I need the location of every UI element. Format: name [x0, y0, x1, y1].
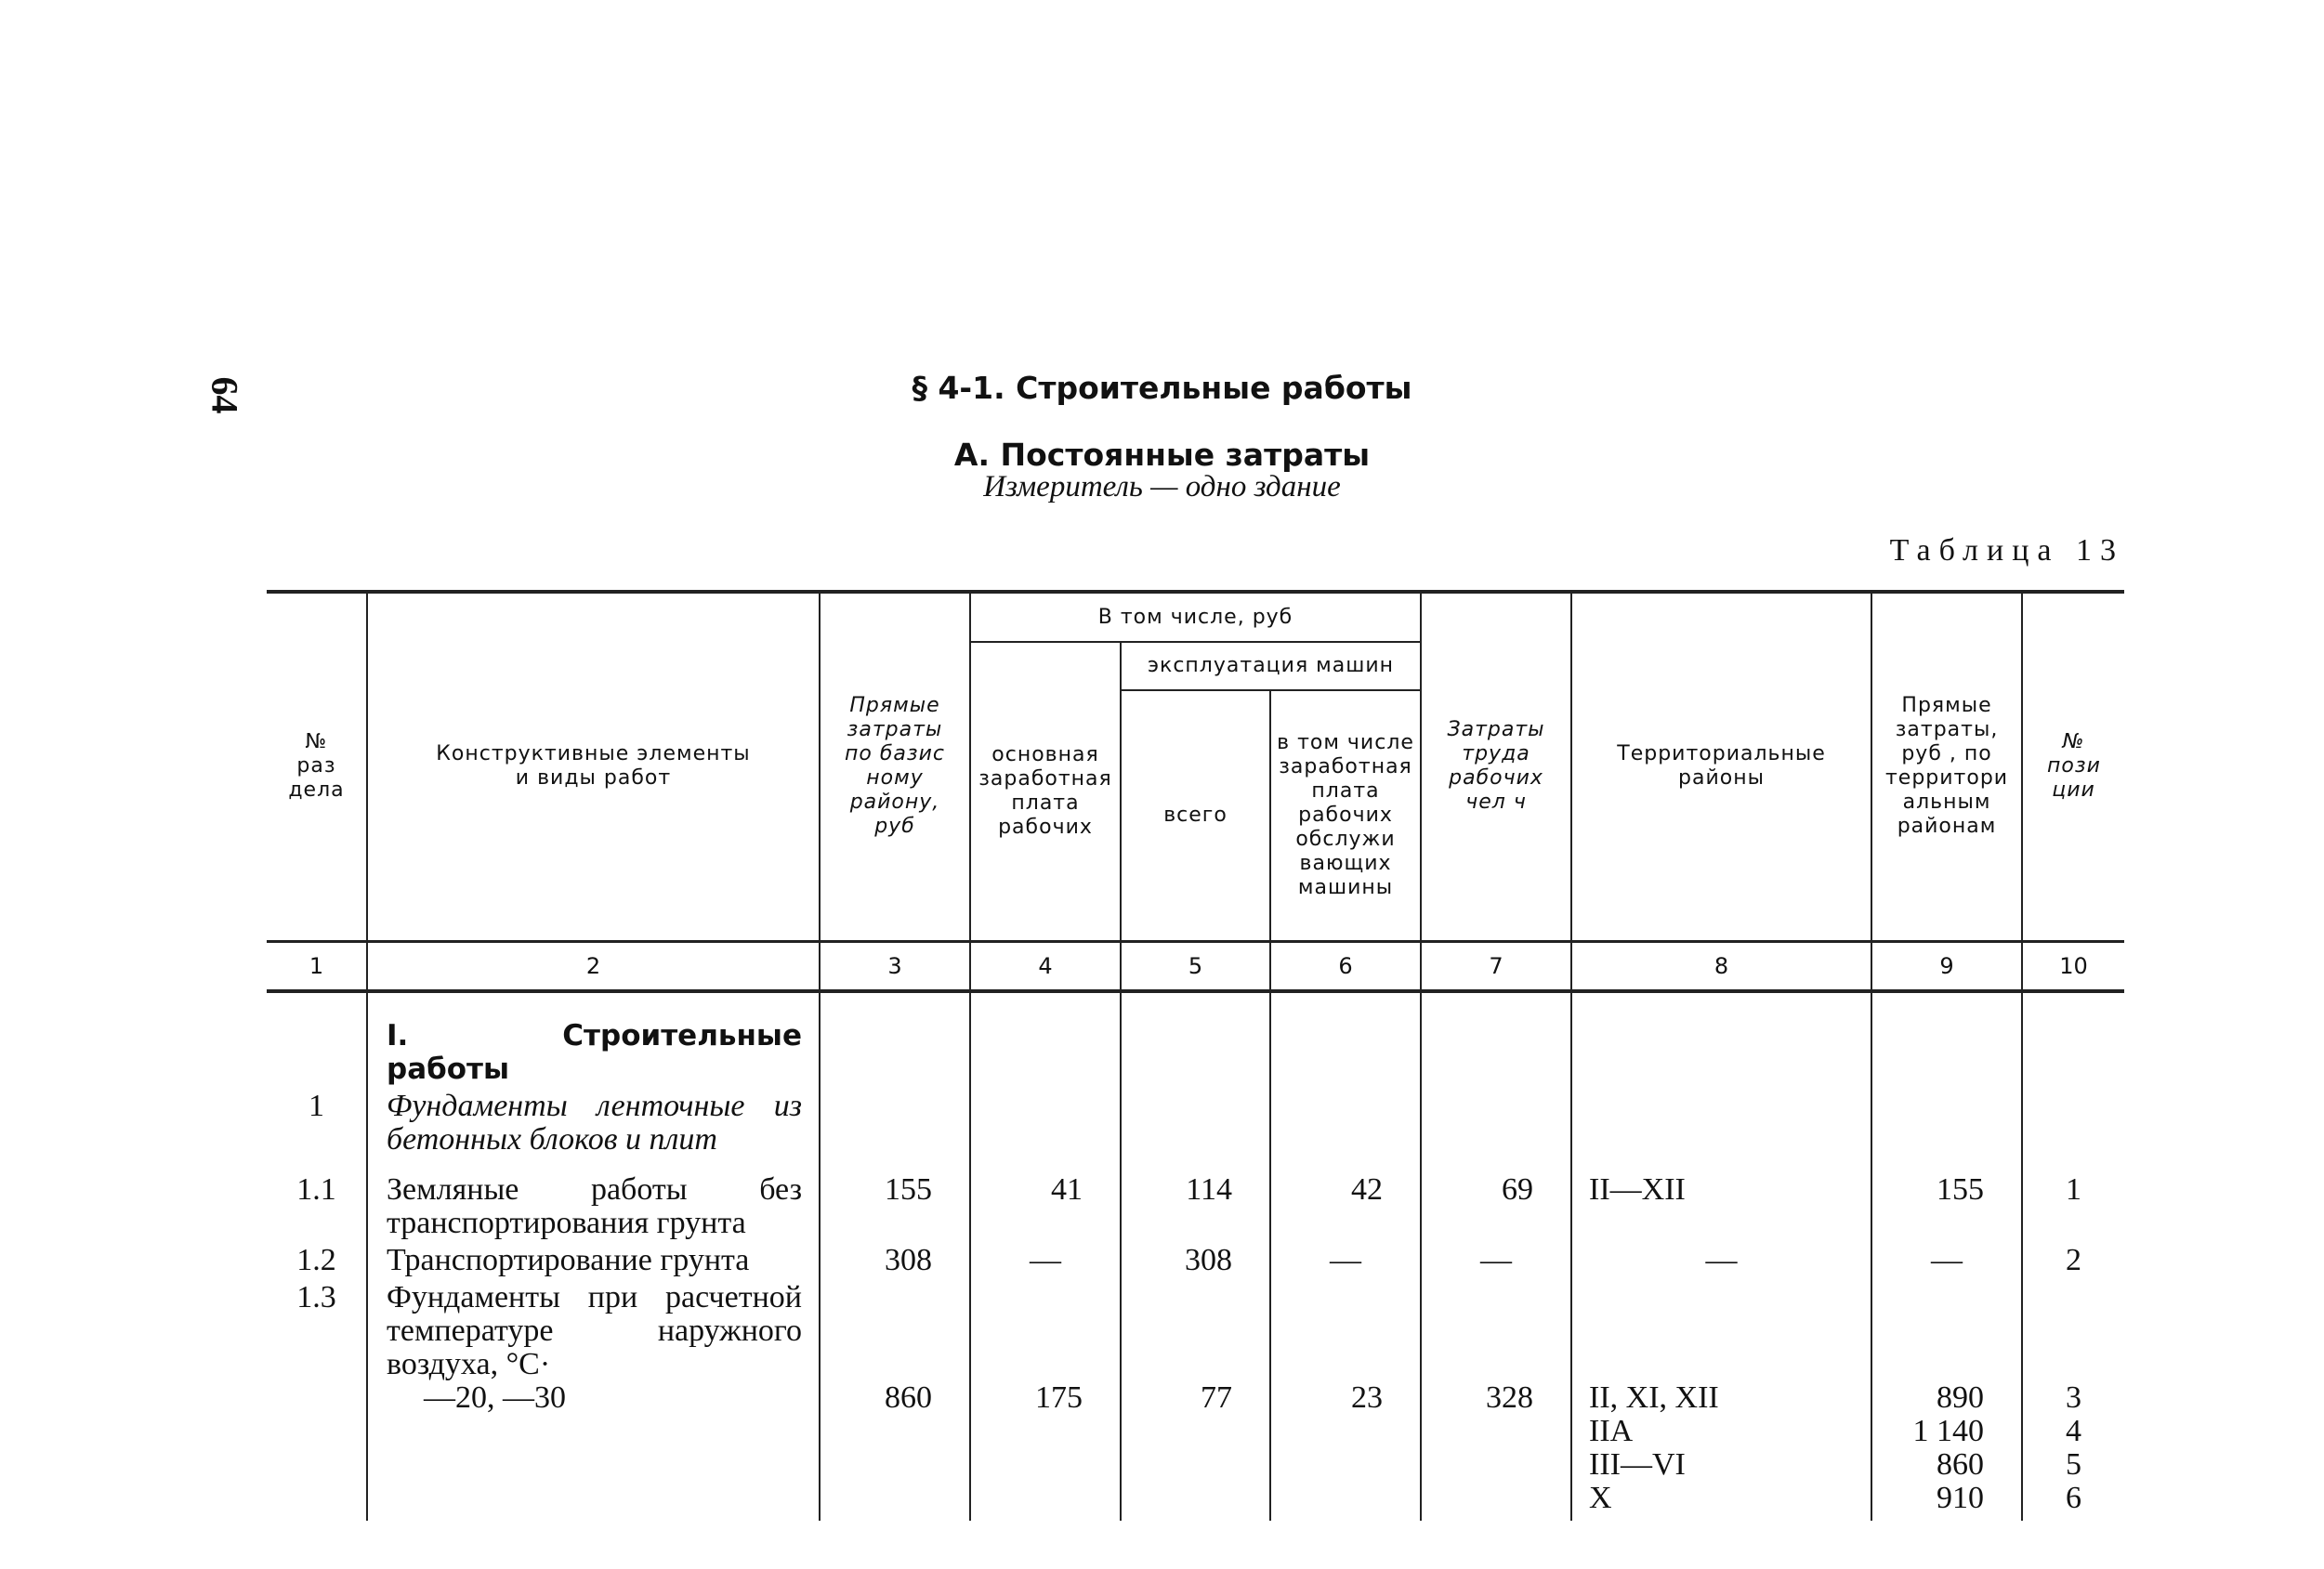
row-name: Земляные работы без транспортирования грунта [367, 1170, 820, 1240]
table-row [267, 1170, 2124, 1240]
header-regions: Территориальные районы [1571, 592, 1871, 941]
header-direct-costs-base: Прямые затраты по базис ному району, руб [820, 592, 970, 941]
cell-position: 4 [2066, 1413, 2082, 1448]
row-number: 1.2 [267, 1240, 367, 1277]
header-section-number: № раз дела [267, 592, 367, 941]
cell-position: 3 [2066, 1379, 2082, 1415]
column-number: 2 [367, 941, 820, 991]
column-number: 3 [820, 941, 970, 991]
group-name: Фундаменты ленточные из бетонных блоков и плит [367, 1086, 820, 1170]
section-heading: § 4-1. Строительные работы [912, 370, 1412, 406]
column-number: 10 [2022, 941, 2124, 991]
cell-regional-cost: 910 [1937, 1480, 1985, 1515]
row-name: Транспортирование грунта [367, 1240, 820, 1277]
cell-direct-cost: 155 [820, 1170, 970, 1240]
column-number: 5 [1121, 941, 1270, 991]
cell-position: 1 [2022, 1170, 2124, 1240]
cell-region: II—XII [1571, 1170, 1871, 1240]
cell-regional-cost: 155 [1871, 1170, 2022, 1240]
column-number: 8 [1571, 941, 1871, 991]
cell-operator-wage: 23 [1270, 1381, 1421, 1521]
cell-position: 5 [2066, 1446, 2082, 1482]
header-machines-total: всего [1121, 690, 1270, 941]
cell-labor: 328 [1421, 1381, 1571, 1521]
cell-machines-total: 114 [1121, 1170, 1270, 1240]
table-row [267, 1240, 2124, 1277]
row-number: 1.3 [267, 1277, 367, 1381]
cell-region: X [1589, 1480, 1612, 1515]
cell-operator-wage: 42 [1270, 1170, 1421, 1240]
cell-direct-cost: 308 [820, 1240, 970, 1277]
row-number: 1.1 [267, 1170, 367, 1240]
section-title: I. Строительные работы [367, 991, 820, 1086]
cell-region: — [1571, 1240, 1871, 1277]
header-machine-operator-wage: в том числе заработная плата рабочих обслужи вающих машины [1270, 690, 1421, 941]
cell-base-wage: 175 [970, 1381, 1121, 1521]
cell-regional-cost: 1 140 [1912, 1413, 1985, 1448]
cell-base-wage: — [970, 1240, 1121, 1277]
cell-base-wage: 41 [970, 1170, 1121, 1240]
column-number: 4 [970, 941, 1121, 991]
table-row [267, 1381, 2124, 1521]
table-label: Таблица 13 [1889, 533, 2124, 568]
cell-regional-cost: 860 [1937, 1446, 1985, 1482]
row-subname: —20, —30 [424, 1379, 566, 1415]
header-labor-costs: Затраты труда рабочих чел ч [1421, 592, 1571, 941]
cell-machines-total: 77 [1121, 1381, 1270, 1521]
cell-operator-wage: — [1270, 1240, 1421, 1277]
cell-labor: — [1421, 1240, 1571, 1277]
cell-region: II, XI, XII [1589, 1379, 1719, 1415]
cell-position: 6 [2066, 1480, 2082, 1515]
cell-region: III—VI [1589, 1446, 1686, 1482]
header-direct-costs-regions: Прямые затраты, руб , по территори альным районам [1871, 592, 2022, 941]
cell-regional-cost: — [1871, 1240, 2022, 1277]
cell-region: IIА [1589, 1413, 1634, 1448]
header-base-wage: основная заработная плата рабочих [970, 642, 1121, 941]
header-machine-operation: эксплуатация машин [1121, 642, 1421, 690]
column-number: 6 [1270, 941, 1421, 991]
meter-caption: Измеритель — одно здание [983, 470, 1341, 503]
column-number: 7 [1421, 941, 1571, 991]
cell-labor: 69 [1421, 1170, 1571, 1240]
header-including-group: В том числе, руб [970, 592, 1421, 642]
cell-position: 2 [2022, 1240, 2124, 1277]
cost-table [267, 590, 2124, 1521]
subsection-heading: А. Постоянные затраты [953, 437, 1371, 473]
header-position-number: № пози ции [2022, 592, 2124, 941]
cell-direct-cost: 860 [820, 1381, 970, 1521]
page-number: 64 [204, 376, 246, 414]
column-number: 9 [1871, 941, 2022, 991]
cell-regional-cost: 890 [1937, 1379, 1985, 1415]
header-elements: Конструктивные элементы и виды работ [367, 592, 820, 941]
cell-machines-total: 308 [1121, 1240, 1270, 1277]
column-number: 1 [267, 941, 367, 991]
group-number: 1 [267, 1086, 367, 1170]
table-row [267, 1277, 2124, 1381]
row-name: Фундаменты при расчетной температуре наружного воздуха, °С· [367, 1277, 820, 1381]
